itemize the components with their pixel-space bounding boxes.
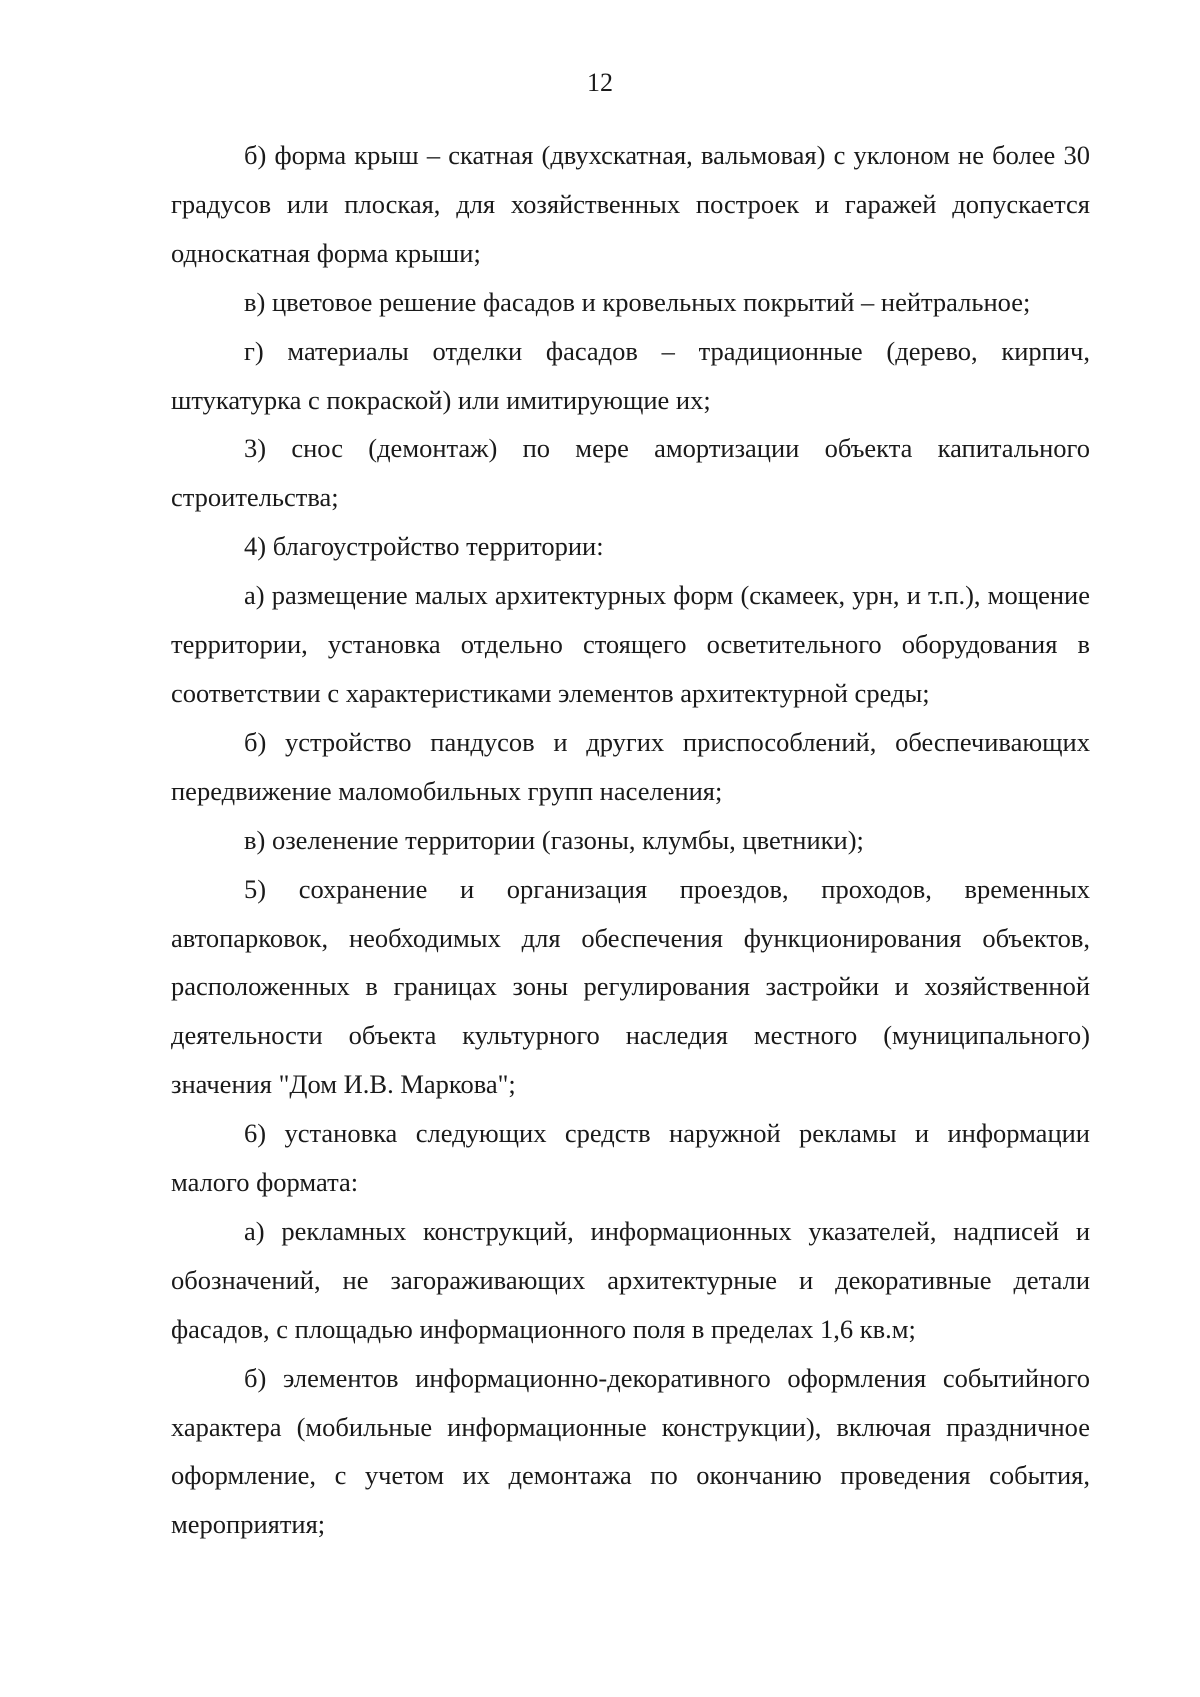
document-body (171, 131, 1090, 1549)
paragraph-roof-shape: б) форма крыш – скатная (двухскатная, вальмовая) с уклоном не более 30 градусов или плоская, для хозяйственных построек и гаражей допускается односкатная форма крыши; (171, 140, 1090, 268)
paragraph-facade-materials: г) материалы отделки фасадов – традиционные (дерево, кирпич, штукатурка с покраской) или имитирующие их; (171, 335, 1090, 415)
paragraph-color-solution: в) цветовое решение фасадов и кровельных покрытий – нейтральное; (244, 286, 1031, 317)
paragraph-small-architectural-forms: а) размещение малых архитектурных форм (скамеек, урн, и т.п.), мощение территории, установка отдельно стоящего осветительного оборудования в соответствии с характеристиками элементов архитектурной среды; (171, 580, 1090, 708)
paragraph-landscaping-heading: 4) благоустройство территории: (244, 531, 604, 562)
paragraph-event-decoration: б) элементов информационно-декоративного оформления событийного характера (мобильные информационные конструкции), включая праздничное оформление, с учетом их демонтажа по окончанию проведения события, мероприятия; (171, 1362, 1090, 1540)
paragraph-advertising-heading: 6) установка следующих средств наружной рекламы и информации малого формата: (171, 1118, 1090, 1198)
paragraph-driveways-parking: 5) сохранение и организация проездов, проходов, временных автопарковок, необходимых для обеспечения функционирования объектов, расположенных в границах зоны регулирования застройки и хозяйственной деятельности объекта культурного наследия местного (муниципального) значения "Дом И.В. Маркова"; (171, 873, 1090, 1100)
paragraph-demolition: 3) снос (демонтаж) по мере амортизации объекта капитального строительства; (171, 433, 1090, 513)
page-number: 12 (587, 68, 613, 97)
paragraph-ramps: б) устройство пандусов и других приспособлений, обеспечивающих передвижение маломобильных групп населения; (171, 726, 1090, 806)
paragraph-advertising-structures: а) рекламных конструкций, информационных указателей, надписей и обозначений, не загораживающих архитектурные и декоративные детали фасадов, с площадью информационного поля в пределах 1,6 кв.м; (171, 1215, 1090, 1344)
paragraph-greening: в) озеленение территории (газоны, клумбы, цветники); (244, 824, 864, 855)
